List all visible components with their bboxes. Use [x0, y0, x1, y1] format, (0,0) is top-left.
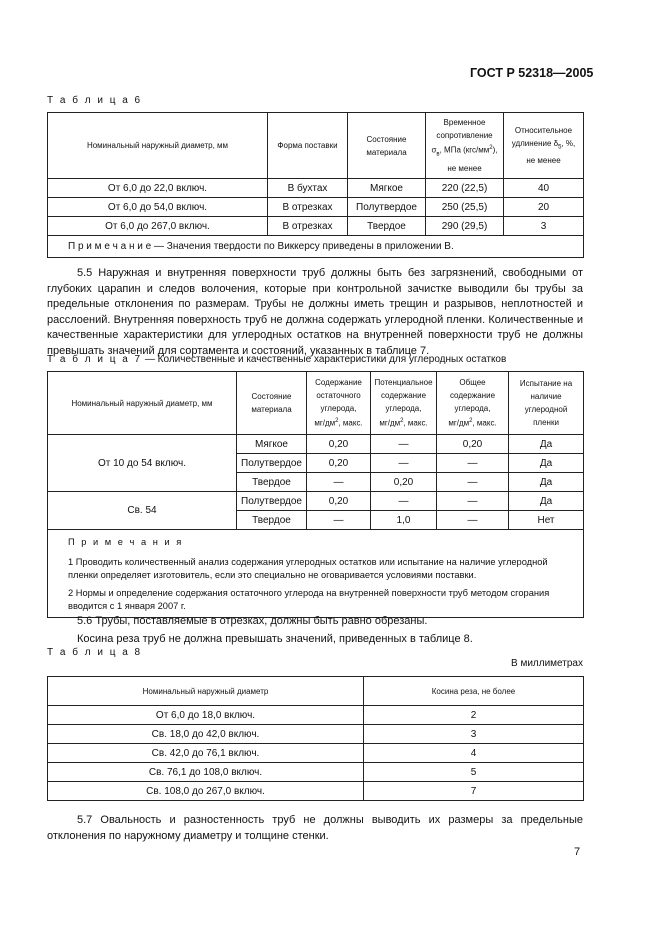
table-row: [48, 744, 584, 763]
table7: [47, 371, 584, 618]
cell: Да: [509, 454, 584, 473]
t8-header-diameter: Номинальный наружный диаметр: [48, 677, 364, 706]
cell: 0,20: [437, 435, 509, 454]
cell: Мягкое: [348, 179, 426, 198]
cell: Св. 76,1 до 108,0 включ.: [48, 763, 364, 782]
t7-header-diameter: Номинальный наружный диаметр, мм: [48, 372, 237, 435]
cell: В отрезках: [268, 217, 348, 236]
cell: От 6,0 до 22,0 включ.: [48, 179, 268, 198]
t7-group-2: Св. 54: [48, 492, 237, 530]
table-row: [48, 782, 584, 801]
cell: Св. 18,0 до 42,0 включ.: [48, 725, 364, 744]
cell: 5: [364, 763, 584, 782]
cell: От 6,0 до 18,0 включ.: [48, 706, 364, 725]
table8: [47, 676, 584, 801]
table-row: [48, 706, 584, 725]
t7-header-state: Состояние материала: [237, 372, 307, 435]
cell: 20: [504, 198, 584, 217]
cell: —: [371, 435, 437, 454]
table-row: [48, 492, 584, 511]
table7-caption: Т а б л и ц а 7 — Количественные и качественные характеристики для углеродных остатков: [47, 354, 507, 365]
cell: 7: [364, 782, 584, 801]
paragraph-5-7: 5.7 Овальность и разностенность труб не должны выводить их размеры за предельные отклонения по наружному диаметру и толщине стенки.: [47, 814, 583, 842]
paragraph-5-5: 5.5 Наружная и внутренняя поверхности труб должны быть без загрязнений, свободными от глубоких царапин и следов волочения, которые при контрольной зачистке выводили бы трубы за предельные отклонения по размерам. Трубы не должны иметь трещин и разрывов, неплотностей и расслоений. Внутренняя поверхность труб не должна содержать углеродной пленки. Количественные и качественные характеристики для углеродных остатков на внутренней поверхности труб не должны превышать значений для сортамента и состояний, указанных в таблице 7.: [47, 267, 583, 357]
t7-notes-title: П р и м е ч а н и я: [68, 537, 184, 547]
cell: Полутвердое: [237, 454, 307, 473]
t7-header-potential: Потенциальное содержание углерода, $мг/дм^2$, макс.: [371, 372, 437, 435]
table-row: [48, 435, 584, 454]
cell: Да: [509, 492, 584, 511]
document-id: ГОСТ Р 52318—2005: [470, 66, 594, 80]
cell: 0,20: [307, 435, 371, 454]
cell: 1,0: [371, 511, 437, 530]
cell: В отрезках: [268, 198, 348, 217]
table8-caption: Т а б л и ц а 8: [47, 647, 143, 658]
cell: —: [437, 511, 509, 530]
table-row: [48, 763, 584, 782]
t7-header-residual: Содержание остаточного углерода, $мг/дм^2$, макс.: [307, 372, 371, 435]
t6-header-form: Форма поставки: [268, 113, 348, 179]
cell: 220 (22,5): [426, 179, 504, 198]
cell: Св. 108,0 до 267,0 включ.: [48, 782, 364, 801]
cell: Да: [509, 435, 584, 454]
t8-header-skew: Косина реза, не более: [364, 677, 584, 706]
table-row: [48, 725, 584, 744]
table-row: [48, 179, 584, 198]
t7-note-1: 1 Проводить количественный анализ содержания углеродных остатков или испытание на наличие углеродной пленки определяет изготовитель, если это специально не оговаривается условиями поставки.: [68, 557, 548, 580]
cell: Св. 42,0 до 76,1 включ.: [48, 744, 364, 763]
cell: Полутвердое: [237, 492, 307, 511]
t6-header-elongation: Относительное удлинение $\delta_5$, %, не менее: [504, 113, 584, 179]
table-row: [48, 217, 584, 236]
t7-group-1: От 10 до 54 включ.: [48, 435, 237, 492]
cell: 0,20: [307, 492, 371, 511]
cell: От 6,0 до 54,0 включ.: [48, 198, 268, 217]
table-row: [48, 198, 584, 217]
cell: —: [307, 511, 371, 530]
cell: Твердое: [237, 473, 307, 492]
cell: 0,20: [307, 454, 371, 473]
cell: 0,20: [371, 473, 437, 492]
paragraph-5-6: 5.6 Трубы, поставляемые в отрезках, должны быть равно обрезаны. Косина реза труб не должна превышать значений, приведенных в таблице 8.: [77, 615, 473, 645]
cell: —: [371, 492, 437, 511]
cell: Да: [509, 473, 584, 492]
t7-note-2: 2 Нормы и определение содержания остаточного углерода на внутренней поверхности труб методом сгорания вводится с 1 января 2007 г.: [68, 588, 550, 611]
cell: —: [307, 473, 371, 492]
cell: 2: [364, 706, 584, 725]
cell: 250 (25,5): [426, 198, 504, 217]
cell: 3: [504, 217, 584, 236]
cell: 290 (29,5): [426, 217, 504, 236]
cell: —: [437, 473, 509, 492]
cell: 3: [364, 725, 584, 744]
t7-header-total: Общее содержание углерода, $мг/дм^2$, макс.: [437, 372, 509, 435]
cell: 4: [364, 744, 584, 763]
t7-header-film: Испытание на наличие углеродной пленки: [509, 372, 584, 435]
cell: В бухтах: [268, 179, 348, 198]
cell: Мягкое: [237, 435, 307, 454]
t6-header-strength: Временное сопротивление $\sigma_в$, МПа $(кгс/мм^2)$, не менее: [426, 113, 504, 179]
t6-header-diameter: Номинальный наружный диаметр, мм: [48, 113, 268, 179]
t6-header-state: Состояние материала: [348, 113, 426, 179]
cell: —: [371, 454, 437, 473]
cell: 40: [504, 179, 584, 198]
cell: Твердое: [237, 511, 307, 530]
cell: Твердое: [348, 217, 426, 236]
cell: Полутвердое: [348, 198, 426, 217]
cell: От 6,0 до 267,0 включ.: [48, 217, 268, 236]
page-number: 7: [574, 846, 581, 858]
cell: Нет: [509, 511, 584, 530]
t7-notes: [48, 530, 584, 618]
cell: —: [437, 492, 509, 511]
t6-note: П р и м е ч а н и е — Значения твердости по Виккерсу приведены в приложении В.: [48, 236, 584, 258]
table8-units: В миллиметрах: [511, 658, 583, 669]
cell: —: [437, 454, 509, 473]
table6-caption: Т а б л и ц а 6: [47, 95, 143, 106]
table6: [47, 112, 584, 258]
